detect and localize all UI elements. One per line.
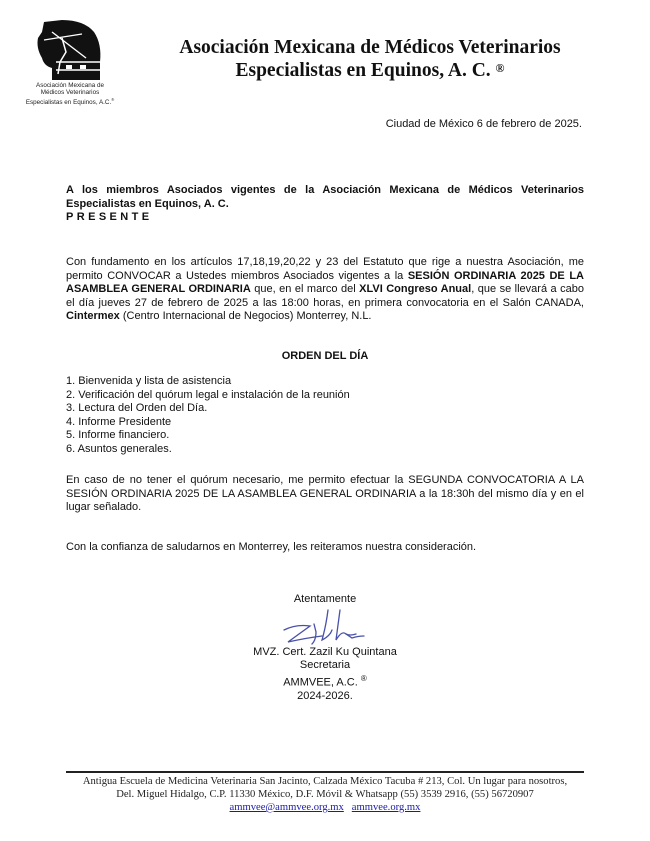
- term-period: 2024-2026.: [297, 689, 353, 702]
- horse-head-logo-icon: [22, 18, 118, 82]
- website-link[interactable]: ammvee.org.mx: [351, 802, 421, 813]
- addressee: [66, 184, 584, 225]
- title-line-2: Especialistas en Equinos, A. C.: [235, 60, 491, 81]
- logo-caption-line: Médicos Veterinarios: [40, 89, 100, 96]
- signer-name: MVZ. Cert. Zazil Ku Quintana: [253, 646, 397, 658]
- handwritten-signature: [276, 606, 371, 648]
- agenda-item: 2. Verificación del quórum legal e instalación de la reunión: [66, 388, 350, 401]
- footer-contact-line: Del. Miguel Hidalgo, C.P. 11330 México, D.F. Móvil & Whatsapp (55) 3539 2916, (55) 56720907: [116, 789, 534, 800]
- registered-mark: ®: [360, 674, 367, 683]
- body-text: (Centro Internacional de Negocios) Monterrey, N.L.: [119, 310, 372, 322]
- organization-title: [150, 36, 590, 82]
- session-name: SESIÓN ORDINARIA 2025 DE LA ASAMBLEA GENERAL ORDINARIA: [66, 269, 584, 295]
- organization-logo: [22, 18, 118, 108]
- signature-scribble-icon: [276, 606, 371, 648]
- body-text: que, en el marco del: [250, 283, 360, 295]
- salutation: Atentamente: [293, 593, 357, 605]
- agenda-item: 1. Bienvenida y lista de asistencia: [66, 375, 232, 387]
- logo-caption-line: Asociación Mexicana de: [36, 82, 104, 89]
- congress-name: XLVI Congreso Anual: [359, 283, 472, 295]
- signer-organization: AMMVEE, A.C.: [283, 676, 358, 689]
- letter-date: Ciudad de México 6 de febrero de 2025.: [385, 118, 582, 130]
- registered-mark: ®: [111, 97, 115, 102]
- agenda-item: 5. Informe financiero.: [66, 429, 170, 442]
- signature-block: [230, 646, 420, 703]
- venue-name: Cintermex: [66, 310, 120, 322]
- closing-line: Con la confianza de saludarnos en Monterrey, les reiteramos nuestra consideración.: [66, 541, 477, 553]
- registered-mark: ®: [495, 61, 505, 75]
- second-call-paragraph: En caso de no tener el quórum necesario, me permito efectuar la SEGUNDA CONVOCATORIA A LA SESIÓN ORDINARIA 2025 DE LA ASAMBLEA GENERAL ORDINARIA a la 18:30h del mismo día y en el lugar señalado.: [66, 474, 584, 513]
- agenda-title: ORDEN DEL DÍA: [281, 350, 369, 362]
- convocation-paragraph: [66, 256, 584, 324]
- agenda-item: 4. Informe Presidente: [66, 415, 172, 428]
- title-line-1: Asociación Mexicana de Médicos Veterinarios: [179, 37, 561, 58]
- addressee-line: A los miembros Asociados vigentes de la Asociación Mexicana de Médicos Veterinarios Especialistas en Equinos, A. C.: [66, 184, 584, 210]
- body-text: , que se llevará a cabo el día jueves 27 de febrero de 2025 a las 18:00 horas, en primera convocatoria en el Salón CANADA,: [66, 283, 584, 309]
- email-link[interactable]: ammvee@ammvee.org.mx: [229, 802, 344, 813]
- agenda-item: 6. Asuntos generales.: [66, 442, 172, 455]
- footer-divider: [66, 771, 584, 773]
- body-text: Con fundamento en los artículos 17,18,19,20,22 y 23 del Estatuto que rige a nuestra Asociación, me permito CONVOCAR a Ustedes miembros Asociados vigentes a la: [66, 256, 584, 282]
- logo-caption-line: Especialistas en Equinos, A.C.: [25, 99, 112, 107]
- presente-label: PRESENTE: [66, 211, 153, 223]
- signer-role: Secretaria: [299, 659, 351, 671]
- footer-address-line: Antigua Escuela de Medicina Veterinaria San Jacinto, Calzada México Tacuba # 213, Col. Un lugar para nosotros,: [82, 776, 568, 787]
- agenda-item: 3. Lectura del Orden del Día.: [66, 402, 208, 415]
- agenda-list: [66, 375, 350, 457]
- footer-address: [40, 775, 610, 814]
- logo-caption: [22, 82, 118, 106]
